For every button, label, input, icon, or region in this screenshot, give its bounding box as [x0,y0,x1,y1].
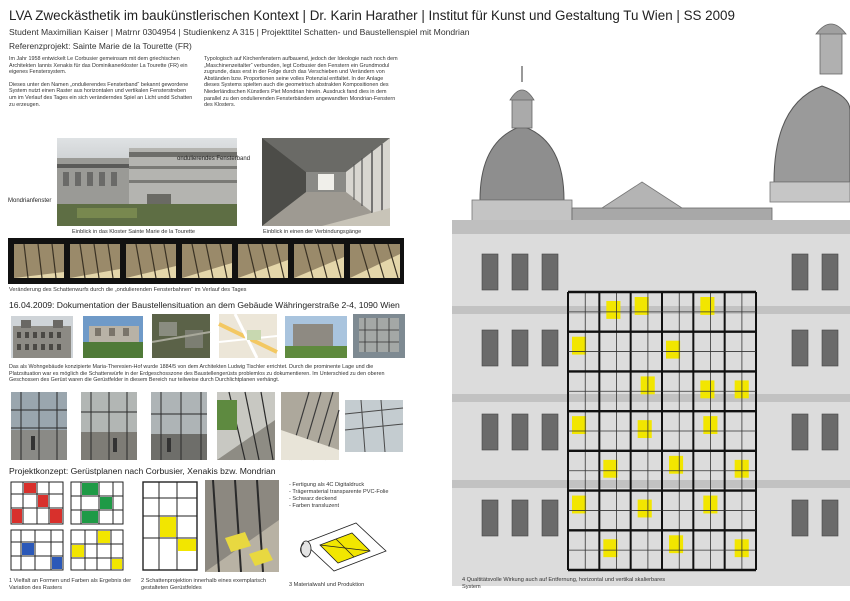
shadow-film-strip [8,238,404,284]
documentation-photos [9,312,405,358]
facade-window [792,330,808,366]
scaffold-photo-row [9,390,405,462]
photo-corridor-art [262,138,390,226]
material-list [289,482,388,510]
film-frame [126,244,176,278]
facade-window [792,414,808,450]
film-frame [238,244,288,278]
facade-window [792,500,808,536]
facade-window [512,500,528,536]
caption-concept-1: 1 Vielfalt an Formen und Farben als Ergebnis der Variation des Rasters [9,578,132,591]
facade-window [542,500,558,536]
film-frame [70,244,120,278]
facade-window [482,414,498,450]
label-mondrianfenster: Mondrianfenster [8,198,52,204]
concept-scaffold-field-art [141,480,199,572]
intro-left-paragraph-2: Dieses unter den Namen „ondulierendes Fensterband“ bekannt gewordene System nutzt einen Raster aus horizontalen und vertikalen Fensterstreben um im Verlauf des Tages ein sich veränderndes Spiel an Licht undd Schatten zu erzeugen. [9,81,193,108]
scaffold-yellow-panel [606,301,620,319]
caption-film-strip: Veränderung des Schattenwurfs durch die „ondulierenden Fensterbahnen“ im Verlauf des Tages [9,287,247,293]
material-item: - Fertigung als 4C Digitaldruck [289,482,365,488]
scaffold-yellow-panel [603,539,617,557]
scaffold-yellow-panel [603,460,617,478]
facade-window [512,254,528,290]
film-frame [182,244,232,278]
student-line: Student Maximilian Kaiser | Matrnr 0304954 | Studienkenz A 315 | Projekttitel Schatten- und Baustellenspiel mit Mondrian [9,27,470,37]
film-frame [350,244,400,278]
material-roll-art [298,515,390,575]
documentation-photo-row [9,312,405,358]
scaffold-yellow-panel [638,500,652,518]
facade-window [512,330,528,366]
facade-window [482,254,498,290]
facade-art [452,10,850,586]
facade-window [822,414,838,450]
photo-shadow-projection [205,480,279,572]
intro-left [9,56,195,108]
facade-window [822,330,838,366]
photo-shadow-projection-art [205,480,279,572]
photo-corridor [262,138,390,226]
photo-kloster-courtyard [57,138,237,226]
facade-window [542,254,558,290]
film-frame [294,244,344,278]
facade-window [822,254,838,290]
facade-window [512,414,528,450]
photo-kloster-courtyard-art [57,138,237,226]
material-roll-illustration [298,515,390,575]
documentation-text: Das als Wohngebäude konzipierte Maria-Theresien-Hof wurde 1884/5 von dem Architekten Ludwig Tischler errichtet. Durch die prominente Lage und die Platzsituation war es möglich die Schattenwürfe in der Erdgeschosszone des Baustellengerüsts problemlos zu dokumentieren. Im Unterschied zu den oberen Geschossen des Gerüst waren die Gerüstfelder in diesem Bereich nur teilweise durch Durchlichtplanen verhängt. [9,364,385,384]
facade-window [482,330,498,366]
caption-concept-4: 4 Qualtitätsvolle Wirkung auch auf Entfernung, horizontal und vertikal skalierbares System [462,577,666,590]
concept-heading: Projektkonzept: Gerüstplanen nach Corbusier, Xenakis bzw. Mondrian [9,466,276,476]
intro-left-paragraph-1: Im Jahr 1958 entwickelt Le Corbusier gemeinsam mit dem griechischen Architekten Iannis Xenakis für das Dominikanerkloster La Tourette (FR) ein eigenes Fenstersystem. [9,56,188,76]
facade-window [542,414,558,450]
material-item: - Schwarz deckend [289,496,337,502]
concept-grid-variations [9,480,125,572]
intro-right: Typologisch auf Kirchenfenstern aufbauend, jedoch der Ideologie nach noch dem „Maschinenzeitalter“ verbunden, legt Corbusier den Fenstern ein Grundmodul zugrunde, dass erst in der Folge durch das Verschieben und Verändern von Abständen bzw. Proportionen seine volles Potenzial entfaltet. In der Anlage dieses Systems spielten auch die geometrisch abstrakten Kompositionen des Niederländischen Künstlers Piet Mondrian hinein. Ausdruck fand dies in dem parallel zu den ondulierenden Fensterbändern angewandten Mondrian-Fenstern des Klosters. [204,56,398,109]
caption-concept-3: 3 Materialwahl und Produktion [289,582,365,588]
material-item: - Farben transluzent [289,503,340,509]
documentation-heading: 16.04.2009: Dokumentation der Baustellensituation an dem Gebäude Währingerstraße 2-4, 1090 Wien [9,300,400,310]
concept-grid-variations-art [9,480,125,572]
facade-rendering [452,10,850,586]
caption-kloster: Einblick in das Kloster Sainte Marie de la Tourette [72,229,196,235]
film-strip-frames [8,238,404,284]
facade-window [792,254,808,290]
concept-scaffold-field [141,480,199,572]
scaffold-yellow-panel [700,380,714,398]
reference-heading: Referenzprojekt: Sainte Marie de la Tourette (FR) [9,41,192,51]
page-title: LVA Zweckästhetik im baukünstlerischen Kontext | Dr. Karin Harather | Institut für Kunst und Gestaltung Tu Wien | SS 2009 [9,8,735,23]
facade-window [482,500,498,536]
scaffold-yellow-panel [666,341,680,359]
facade-window [822,500,838,536]
label-fensterband: ondulierendes Fensterband [177,156,251,162]
scaffold-yellow-panel [638,420,652,438]
material-item: - Trägermaterial transparente PVC-Folie [289,489,389,495]
film-frame [14,244,64,278]
facade-window [542,330,558,366]
caption-concept-2: 2 Schattenprojektion innerhalb eines exemplarisch gestalteten Gerüstfeldes [141,578,267,591]
documentation-scaffold-photos [9,390,405,462]
caption-corridor: Einblick in einen der Verbindungsgänge [263,229,362,235]
